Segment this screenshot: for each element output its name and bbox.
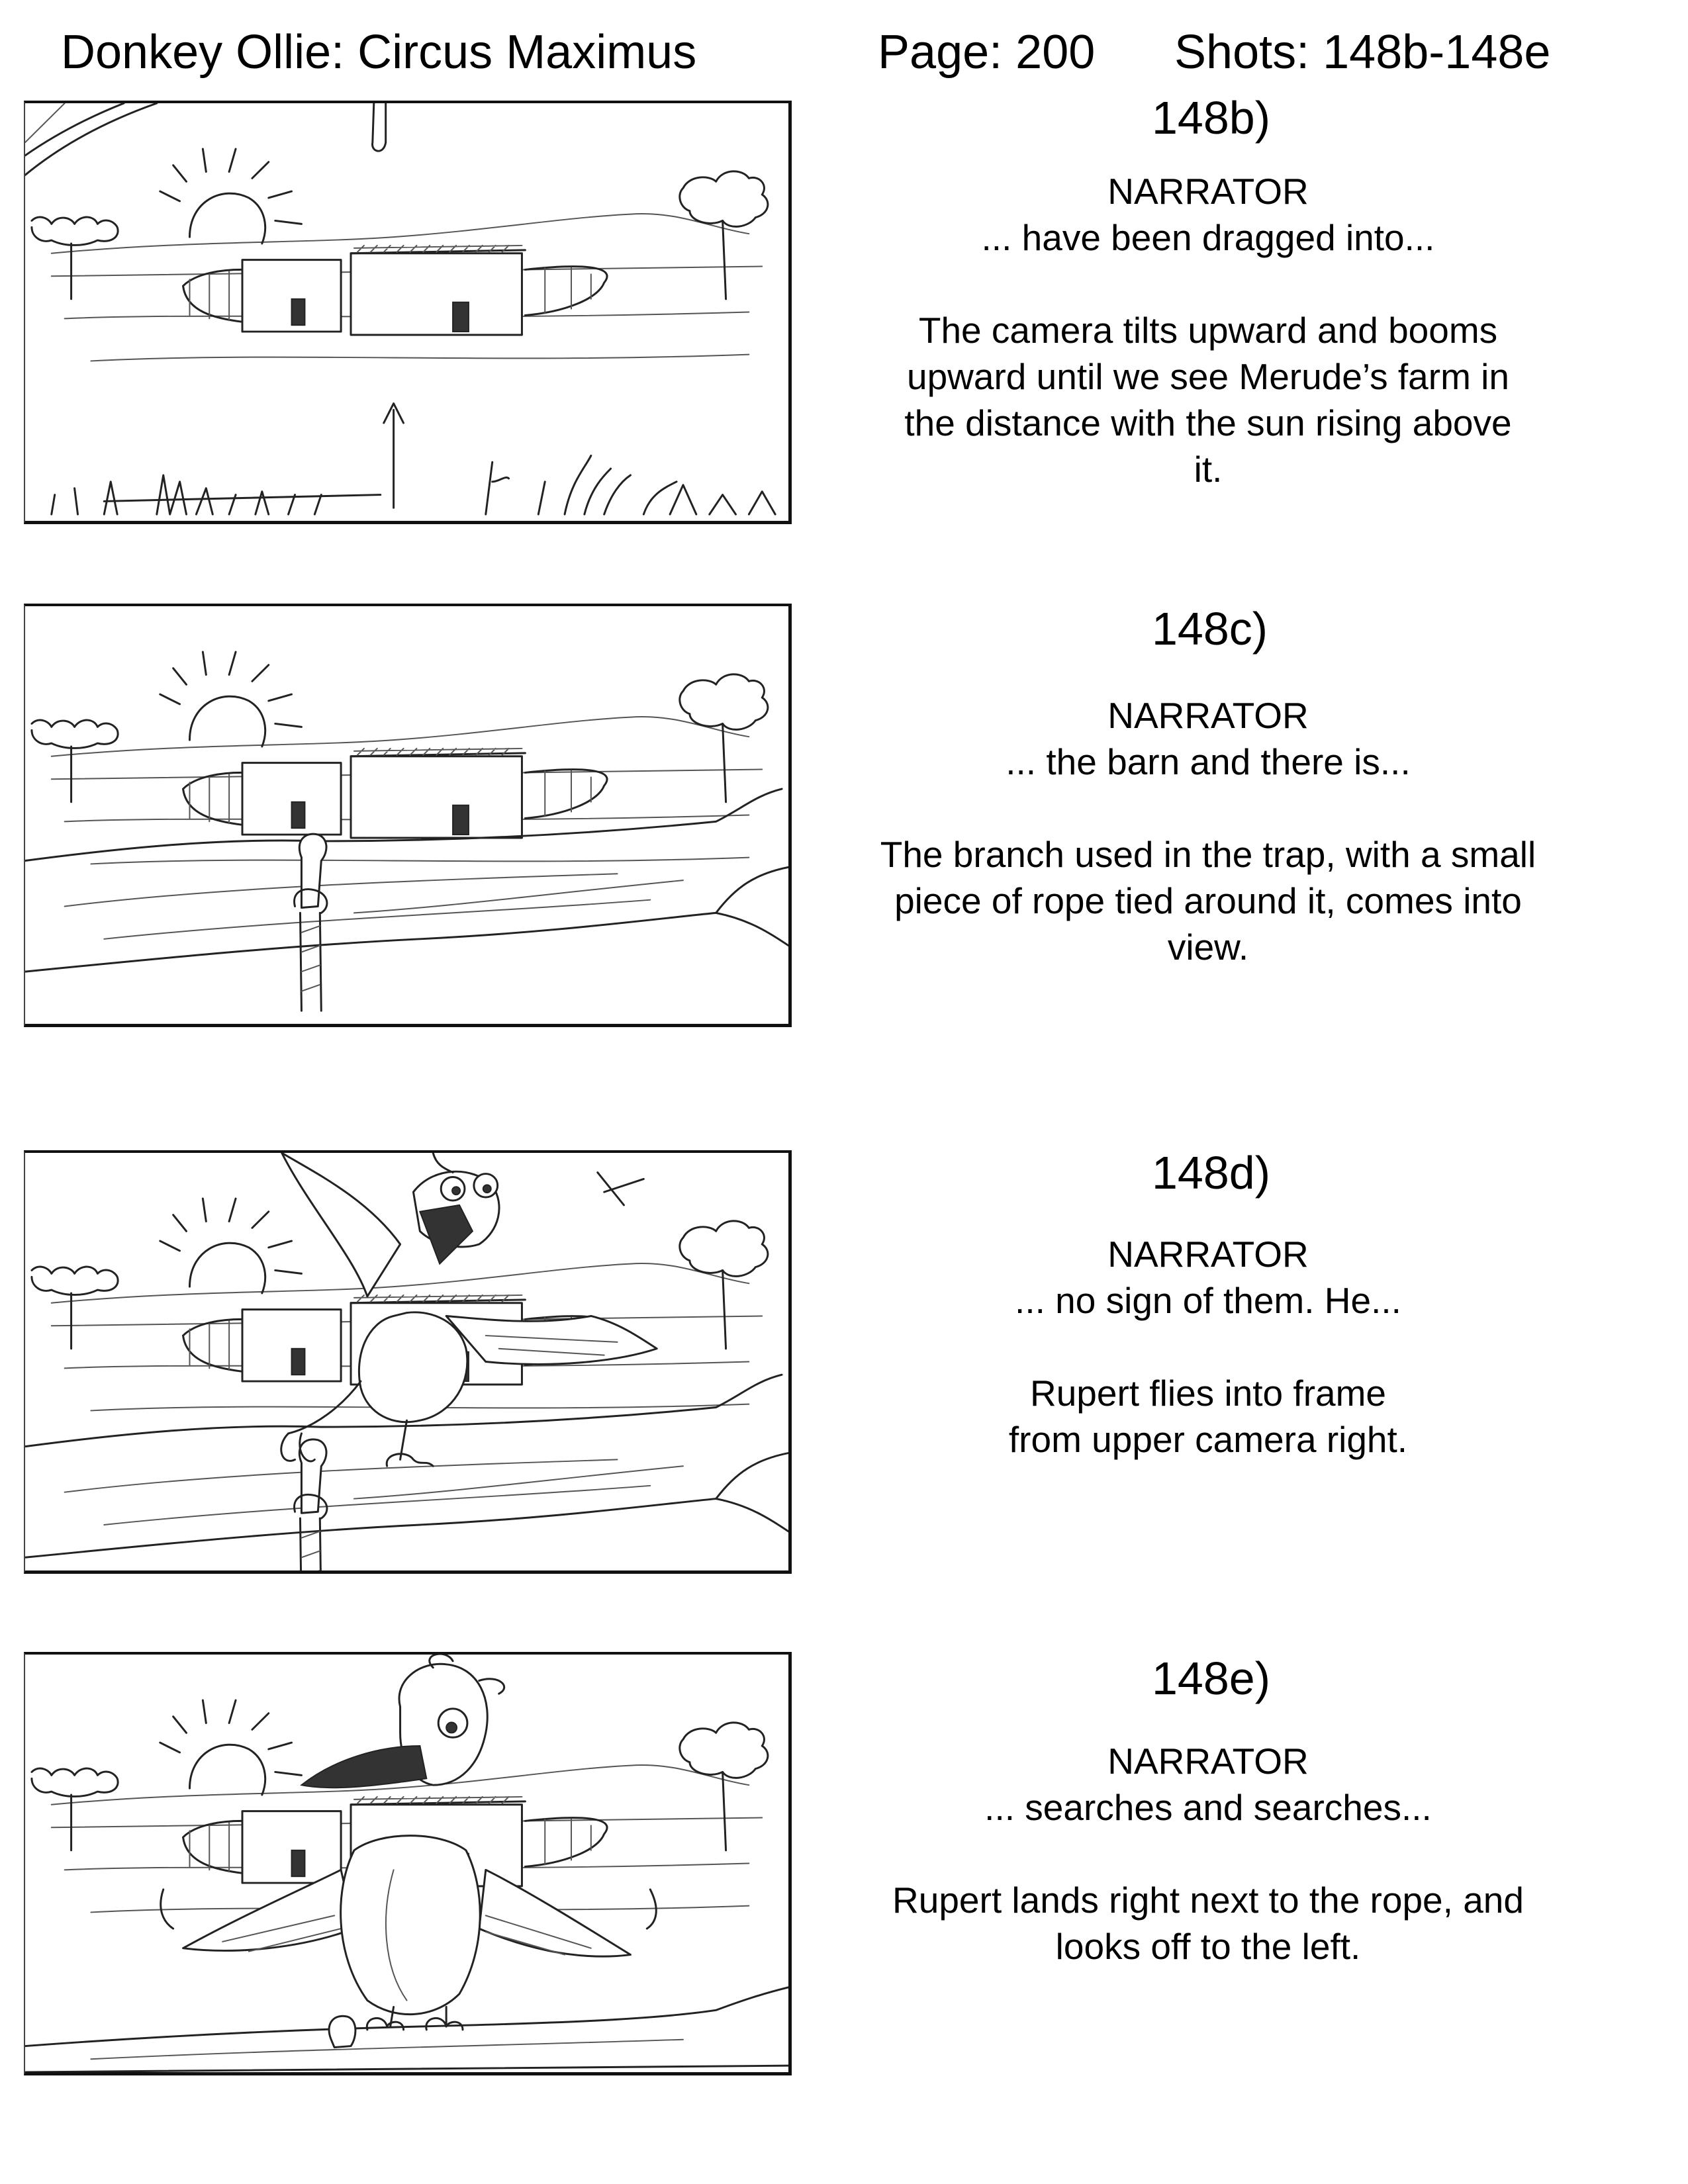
storyboard-panel-148e xyxy=(24,1652,792,2075)
storyboard-panel-148b xyxy=(24,101,792,524)
speaker-name: NARRATOR xyxy=(1107,1741,1309,1782)
script-title: Donkey Ollie: Circus Maximus xyxy=(61,26,697,79)
action-line: Rupert lands right next to the rope, and xyxy=(892,1880,1524,1921)
sketch-branch-with-rope xyxy=(25,606,788,1024)
storyboard-panel-148d xyxy=(24,1150,792,1574)
action-line: view. xyxy=(1167,927,1249,968)
spacer xyxy=(827,1324,1589,1370)
speaker-name: NARRATOR xyxy=(1107,1234,1309,1275)
page-number: Page: 200 xyxy=(878,26,1096,79)
action-line: the distance with the sun rising above xyxy=(904,402,1512,443)
dialogue-line: ... searches and searches... xyxy=(984,1787,1432,1828)
action-line: The branch used in the trap, with a small xyxy=(880,834,1536,875)
shot-text-148b xyxy=(827,168,1589,492)
sketch-farm-wide xyxy=(25,103,788,521)
speaker-name: NARRATOR xyxy=(1107,171,1309,212)
sketch-bird-landed xyxy=(25,1655,788,2072)
action-line: The camera tilts upward and booms xyxy=(918,310,1498,351)
shot-id-148c: 148c) xyxy=(1152,603,1268,655)
action-line: piece of rope tied around it, comes into xyxy=(894,880,1522,921)
shot-text-148e xyxy=(827,1738,1589,1970)
shot-id-148d: 148d) xyxy=(1152,1147,1271,1199)
action-line: looks off to the left. xyxy=(1055,1926,1361,1967)
sketch-bird-flying-in xyxy=(25,1153,788,1570)
action-line: upward until we see Merude’s farm in xyxy=(907,356,1509,397)
storyboard-panel-148c xyxy=(24,604,792,1027)
speaker-name: NARRATOR xyxy=(1107,695,1309,736)
dialogue-line: ... the barn and there is... xyxy=(1006,741,1411,782)
shot-id-148b: 148b) xyxy=(1152,92,1271,144)
spacer xyxy=(827,785,1589,831)
shot-text-148c xyxy=(827,692,1589,970)
dialogue-line: ... no sign of them. He... xyxy=(1015,1280,1401,1321)
shot-text-148d xyxy=(827,1231,1589,1463)
action-line: it. xyxy=(1194,449,1223,490)
shot-range: Shots: 148b-148e xyxy=(1174,26,1551,79)
spacer xyxy=(827,1831,1589,1877)
action-line: Rupert flies into frame xyxy=(1030,1373,1386,1414)
spacer xyxy=(827,261,1589,307)
shot-id-148e: 148e) xyxy=(1152,1653,1271,1704)
dialogue-line: ... have been dragged into... xyxy=(981,217,1435,258)
action-line: from upper camera right. xyxy=(1008,1419,1408,1460)
